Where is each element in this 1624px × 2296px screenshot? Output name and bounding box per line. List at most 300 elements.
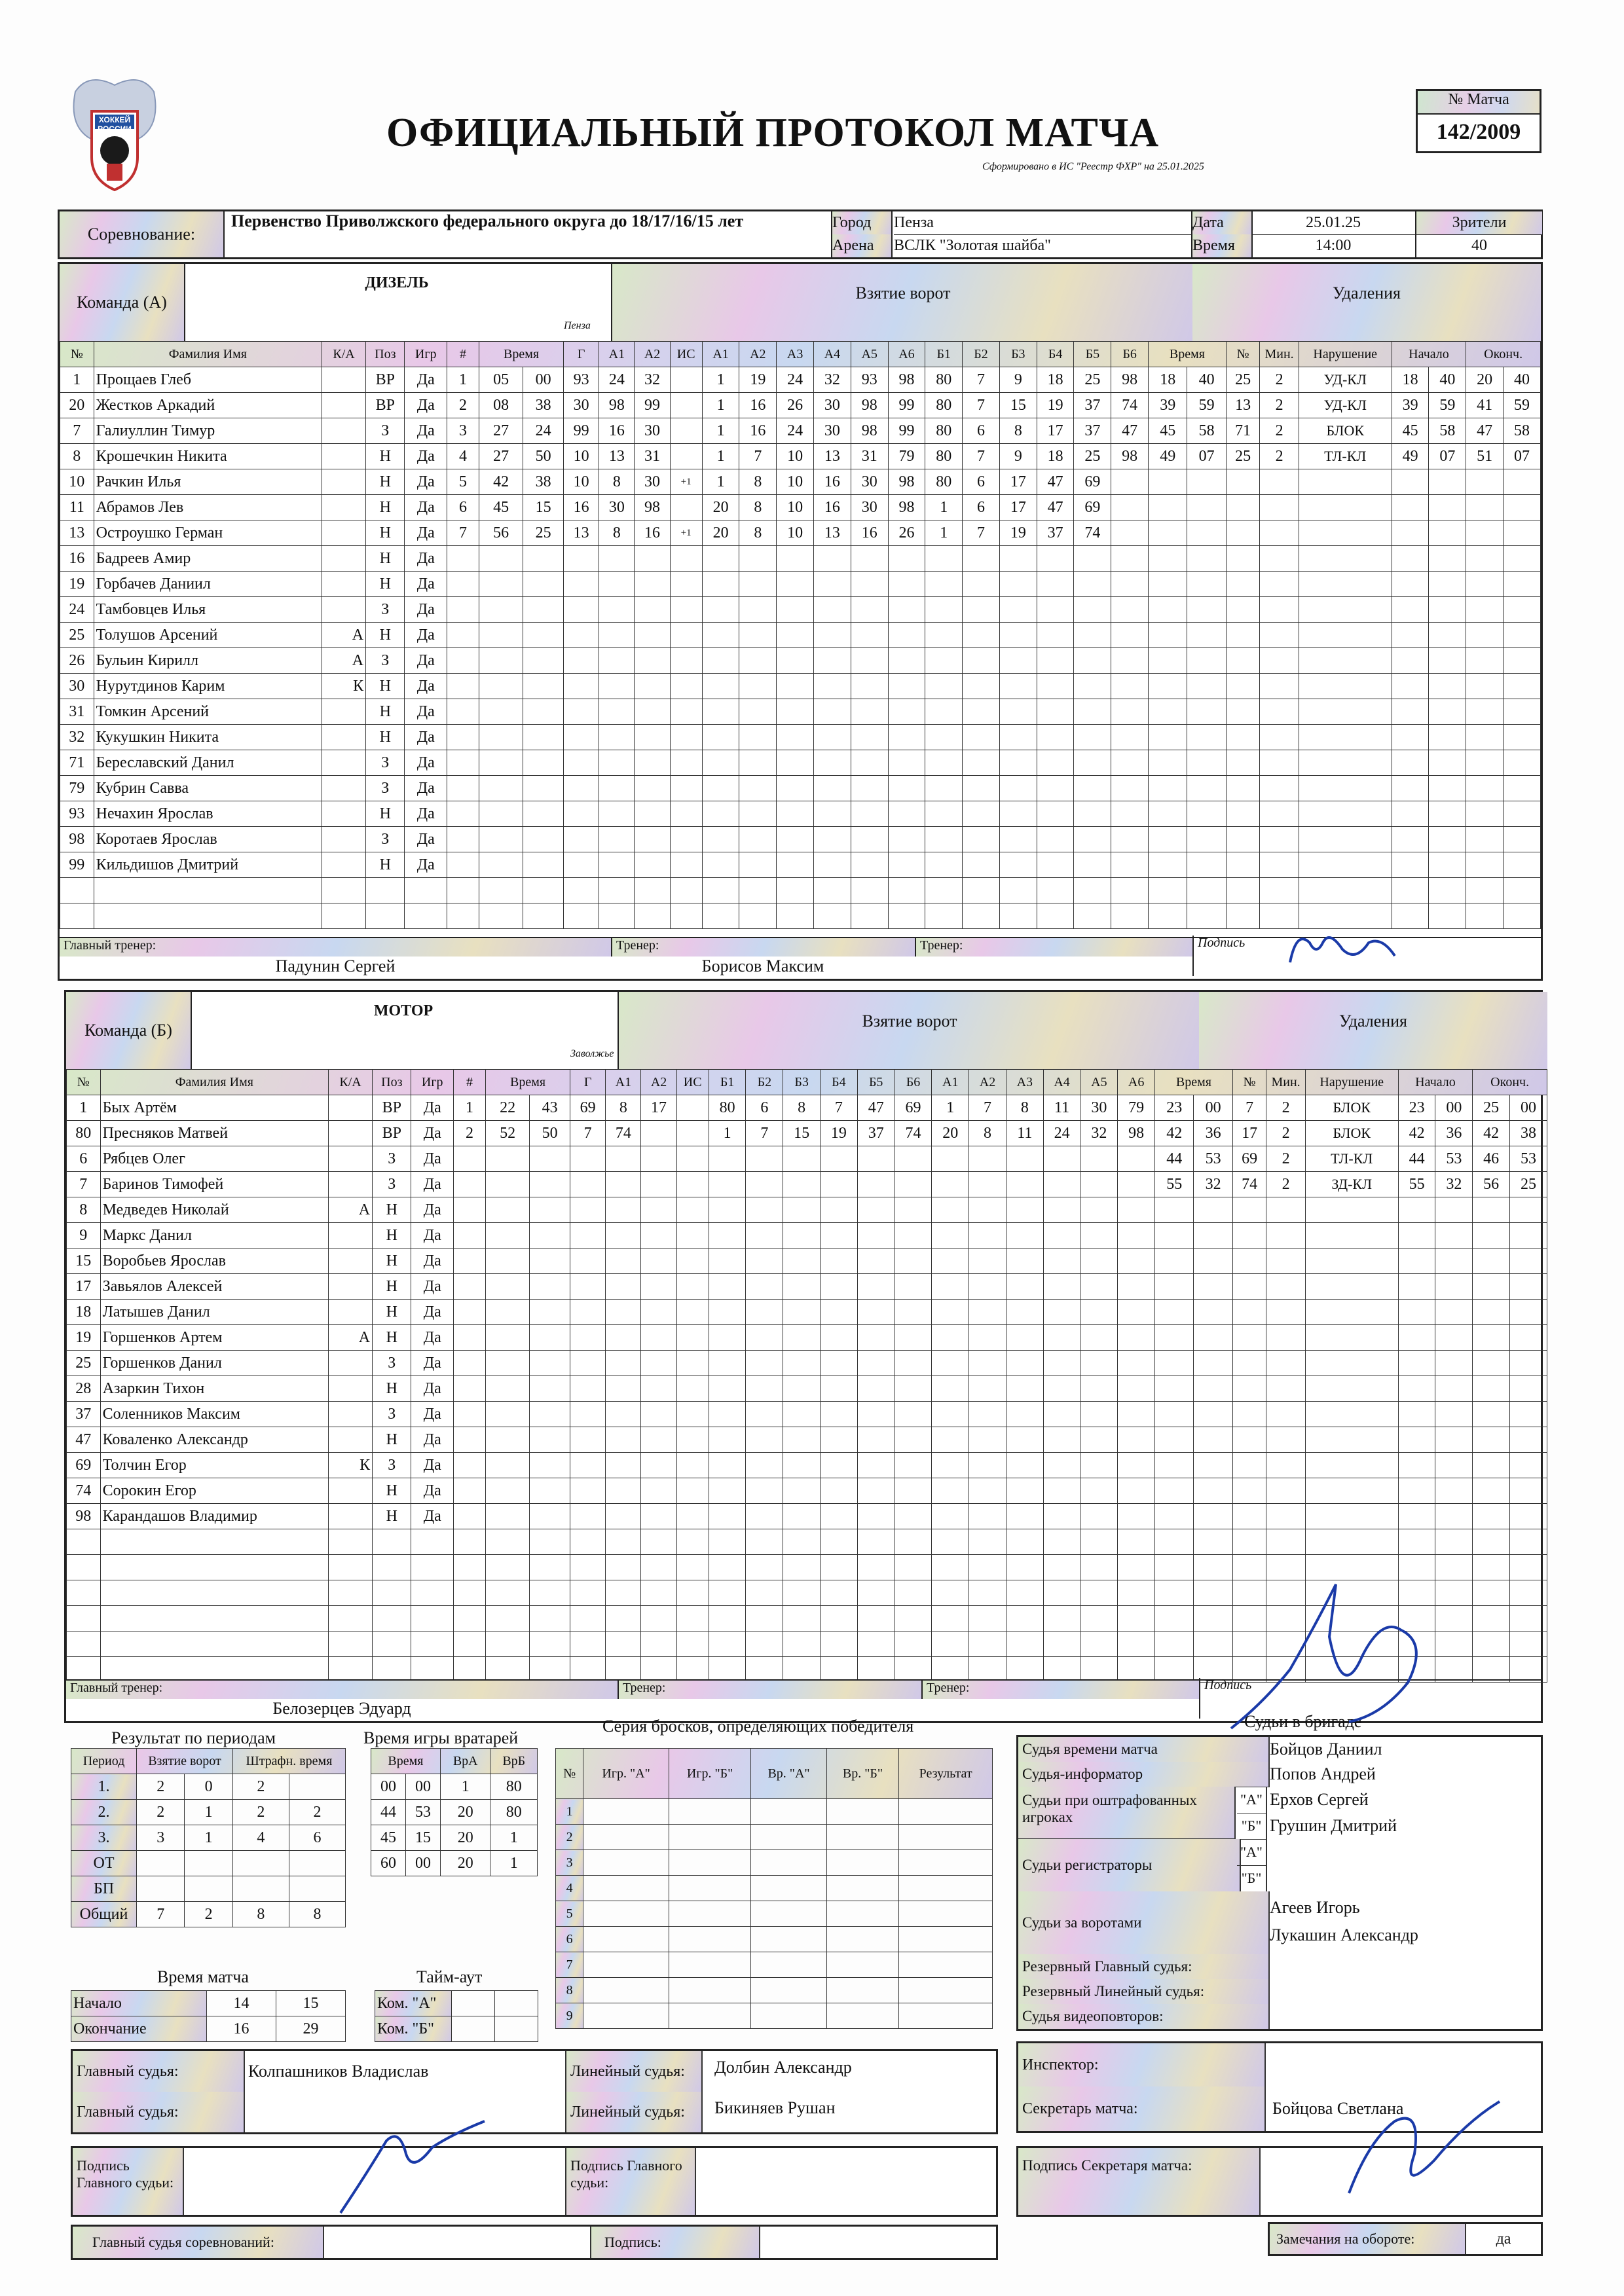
goal-cell bbox=[777, 750, 814, 776]
penalty-cell: 07 bbox=[1504, 444, 1541, 469]
goal-cell: 05 bbox=[479, 367, 523, 393]
goal-cell bbox=[676, 1478, 709, 1504]
goal-cell bbox=[564, 878, 599, 903]
penalty-cell bbox=[1155, 1657, 1194, 1683]
penalty-cell bbox=[1429, 827, 1466, 852]
goal-cell bbox=[963, 801, 1000, 827]
penalty-cell bbox=[1194, 1325, 1232, 1351]
penalty-cell bbox=[1299, 674, 1392, 699]
goal-cell bbox=[1111, 852, 1149, 878]
penalty-cell: 58 bbox=[1187, 418, 1226, 444]
goal-cell bbox=[739, 903, 777, 929]
player-pos: З bbox=[373, 1172, 411, 1197]
reserve-line-label: Резервный Линейный судья: bbox=[1018, 1979, 1270, 2005]
player-pl: Да bbox=[405, 444, 447, 469]
goal-cell bbox=[641, 1529, 676, 1555]
goal-cell bbox=[888, 852, 925, 878]
shootout-cell bbox=[751, 1927, 826, 1952]
goal-cell bbox=[454, 1478, 486, 1504]
team_a-h-off: Б4 bbox=[1037, 342, 1074, 367]
period-cell bbox=[289, 1774, 345, 1800]
team_a-pen-title: Удаления bbox=[1192, 264, 1541, 341]
goal-cell bbox=[895, 1555, 932, 1580]
penalty-cell: 49 bbox=[1392, 444, 1429, 469]
period-cell: 3. bbox=[71, 1825, 137, 1851]
penalty-cell bbox=[1504, 597, 1541, 623]
goal-cell bbox=[709, 1657, 746, 1683]
period-row bbox=[71, 1774, 346, 1800]
goal-cell: 16 bbox=[739, 393, 777, 418]
penalty-cell bbox=[1299, 725, 1392, 750]
penalty-cell bbox=[1305, 1504, 1398, 1529]
period-cell bbox=[185, 1851, 232, 1876]
goal-cell bbox=[821, 1223, 858, 1248]
goalie-cell: 45 bbox=[371, 1825, 406, 1851]
team_b-h-g_a2: А2 bbox=[641, 1070, 676, 1095]
penalty-cell bbox=[1232, 1248, 1266, 1274]
goal-cell: 7 bbox=[969, 1095, 1006, 1121]
player-name bbox=[100, 1631, 328, 1657]
goal-cell bbox=[606, 1300, 641, 1325]
goal-cell: 80 bbox=[925, 469, 963, 495]
goal-cell bbox=[641, 1606, 676, 1631]
player-pl: Да bbox=[411, 1121, 454, 1146]
goal-cell bbox=[530, 1580, 570, 1606]
goal-cell bbox=[702, 597, 739, 623]
goal-cell: 98 bbox=[851, 393, 888, 418]
line-referee-label-1: Линейный судья: bbox=[565, 2051, 703, 2092]
goal-cell bbox=[1074, 725, 1111, 750]
team_a-h-on: А4 bbox=[814, 342, 851, 367]
penalty-cell bbox=[1392, 699, 1429, 725]
player-name: Прощаев Глеб bbox=[94, 367, 322, 393]
team_b-h-on: Б2 bbox=[746, 1070, 783, 1095]
penalty-cell bbox=[1299, 827, 1392, 852]
penalty-cell bbox=[1473, 1325, 1510, 1351]
team_a-h-g_a2: А2 bbox=[635, 342, 670, 367]
goal-cell bbox=[821, 1606, 858, 1631]
penalty-cell bbox=[1299, 750, 1392, 776]
goal-cell bbox=[783, 1325, 821, 1351]
goal-cell bbox=[969, 1146, 1006, 1172]
shootout-cell bbox=[899, 1876, 993, 1901]
goal-cell bbox=[895, 1606, 932, 1631]
player-name: Остроушко Герман bbox=[94, 520, 322, 546]
spectators: 40 bbox=[1415, 234, 1542, 257]
goal-cell: 10 bbox=[777, 469, 814, 495]
goal-cell bbox=[1111, 674, 1149, 699]
remarks-label: Замечания на обороте: bbox=[1270, 2224, 1466, 2254]
sign-main-label-2: Подпись Главного судьи: bbox=[565, 2148, 696, 2215]
player-n: 6 bbox=[67, 1146, 101, 1172]
goal-cell bbox=[564, 648, 599, 674]
player-name: Баринов Тимофей bbox=[100, 1172, 328, 1197]
penalty-cell bbox=[1187, 903, 1226, 929]
penalty-cell bbox=[1299, 878, 1392, 903]
goal-cell bbox=[454, 1274, 486, 1300]
table-row bbox=[60, 623, 1541, 648]
penalty-cell bbox=[1392, 878, 1429, 903]
goal-cell bbox=[895, 1146, 932, 1172]
penalty-cell bbox=[1504, 648, 1541, 674]
player-n bbox=[60, 903, 94, 929]
goal-cell bbox=[523, 572, 564, 597]
penalty-cell: 47 bbox=[1466, 418, 1504, 444]
penalty-cell: УД-КЛ bbox=[1299, 367, 1392, 393]
goal-cell: 52 bbox=[486, 1121, 530, 1146]
penalty-cell bbox=[1187, 801, 1226, 827]
goal-cell bbox=[530, 1197, 570, 1223]
goal-cell bbox=[1118, 1223, 1155, 1248]
goal-cell bbox=[676, 1453, 709, 1478]
penalty-cell bbox=[1473, 1402, 1510, 1427]
goal-cell bbox=[641, 1121, 676, 1146]
team_a-head-coach: Падунин Сергей bbox=[275, 957, 396, 975]
goal-cell bbox=[670, 878, 702, 903]
player-ka bbox=[322, 546, 366, 572]
player-name: Береславский Данил bbox=[94, 750, 322, 776]
goal-cell: 7 bbox=[963, 393, 1000, 418]
goal-cell: 6 bbox=[963, 418, 1000, 444]
period-cell: 2 bbox=[185, 1902, 232, 1927]
goal-cell bbox=[746, 1376, 783, 1402]
penalty-cell bbox=[1266, 1325, 1305, 1351]
goal-cell bbox=[851, 572, 888, 597]
goal-cell bbox=[1006, 1223, 1043, 1248]
table-row bbox=[67, 1095, 1547, 1121]
goal-cell: 99 bbox=[888, 418, 925, 444]
goal-cell bbox=[963, 572, 1000, 597]
goal-cell bbox=[447, 852, 479, 878]
goal-cell bbox=[777, 801, 814, 827]
goal-cell: 08 bbox=[479, 393, 523, 418]
player-pos: ВР bbox=[373, 1095, 411, 1121]
goal-cell bbox=[670, 648, 702, 674]
table-row bbox=[60, 444, 1541, 469]
goal-cell: 16 bbox=[814, 469, 851, 495]
goal-cell bbox=[851, 852, 888, 878]
player-n: 18 bbox=[67, 1300, 101, 1325]
team_b-city: Заволжье bbox=[570, 1048, 614, 1059]
goal-cell bbox=[857, 1529, 895, 1555]
goal-cell: 80 bbox=[925, 367, 963, 393]
penalty-cell bbox=[1155, 1427, 1194, 1453]
goalie-cell: 20 bbox=[440, 1825, 490, 1851]
goal-cell bbox=[1118, 1274, 1155, 1300]
penalty-cell bbox=[1510, 1300, 1547, 1325]
shootout-cell bbox=[899, 1952, 993, 1978]
goal-cell bbox=[1080, 1657, 1118, 1683]
goal-cell: 74 bbox=[1074, 520, 1111, 546]
goal-cell bbox=[783, 1248, 821, 1274]
shootout-row bbox=[556, 1978, 993, 2003]
goal-cell bbox=[932, 1248, 969, 1274]
goal-cell: 19 bbox=[739, 367, 777, 393]
goal-cell: 7 bbox=[963, 520, 1000, 546]
goal-cell bbox=[857, 1631, 895, 1657]
penalty-cell bbox=[1232, 1453, 1266, 1478]
period-cell: БП bbox=[71, 1876, 137, 1902]
goal-cell bbox=[1043, 1197, 1080, 1223]
goal-cell bbox=[895, 1274, 932, 1300]
goal-cell: 43 bbox=[530, 1095, 570, 1121]
goalie-cell: 20 bbox=[440, 1851, 490, 1876]
goal-cell: 69 bbox=[895, 1095, 932, 1121]
penalty-cell bbox=[1429, 699, 1466, 725]
table-row bbox=[67, 1248, 1547, 1274]
goal-cell bbox=[606, 1274, 641, 1300]
goal-cell: 98 bbox=[888, 469, 925, 495]
goal-cell bbox=[857, 1274, 895, 1300]
goal-cell: 5 bbox=[447, 469, 479, 495]
goal-cell bbox=[670, 444, 702, 469]
goal-cell bbox=[1118, 1631, 1155, 1657]
goal-cell bbox=[599, 546, 635, 572]
penalty-cell bbox=[1155, 1325, 1194, 1351]
goal-cell bbox=[895, 1325, 932, 1351]
goal-cell bbox=[1080, 1555, 1118, 1580]
goal-cell bbox=[777, 776, 814, 801]
goal-cell: 69 bbox=[1074, 469, 1111, 495]
goal-cell bbox=[670, 801, 702, 827]
goal-cell bbox=[523, 776, 564, 801]
goal-cell bbox=[857, 1146, 895, 1172]
goal-cell bbox=[599, 903, 635, 929]
goal-cell bbox=[670, 903, 702, 929]
goal-cell: 11 bbox=[1043, 1095, 1080, 1121]
goal-cell bbox=[486, 1146, 530, 1172]
player-ka bbox=[329, 1300, 373, 1325]
penalty-cell bbox=[1435, 1300, 1473, 1325]
goal-cell bbox=[523, 852, 564, 878]
penalty-cell bbox=[1305, 1402, 1398, 1427]
player-pl bbox=[411, 1657, 454, 1683]
team_b-h-off: А5 bbox=[1080, 1070, 1118, 1095]
goal-cell bbox=[1074, 572, 1111, 597]
goal-cell bbox=[1037, 903, 1074, 929]
goal-cell bbox=[702, 878, 739, 903]
goal-cell bbox=[746, 1248, 783, 1274]
penalty-cell bbox=[1435, 1504, 1473, 1529]
goal-cell: 18 bbox=[1037, 444, 1074, 469]
penalty-cell bbox=[1510, 1248, 1547, 1274]
player-name: Соленников Максим bbox=[100, 1402, 328, 1427]
goal-cell bbox=[1043, 1300, 1080, 1325]
goal-cell bbox=[1080, 1376, 1118, 1402]
penalty-cell bbox=[1155, 1376, 1194, 1402]
penalty-cell bbox=[1466, 546, 1504, 572]
goal-cell bbox=[564, 801, 599, 827]
goal-cell bbox=[895, 1453, 932, 1478]
goal-cell bbox=[851, 597, 888, 623]
goal-cell bbox=[454, 1197, 486, 1223]
player-pl: Да bbox=[405, 674, 447, 699]
penalty-cell bbox=[1466, 699, 1504, 725]
goal-cell bbox=[739, 597, 777, 623]
player-pl: Да bbox=[411, 1146, 454, 1172]
generated-note: Сформировано в ИС "Реестр ФХР" на 25.01.2025 bbox=[982, 161, 1204, 172]
team_b-h-g_hash: # bbox=[454, 1070, 486, 1095]
penalty-cell bbox=[1435, 1351, 1473, 1376]
goal-cell bbox=[969, 1427, 1006, 1453]
period-cell: 2. bbox=[71, 1800, 137, 1825]
penalty-cell bbox=[1504, 750, 1541, 776]
penalty-cell bbox=[1266, 1529, 1305, 1555]
goal-cell: 38 bbox=[523, 393, 564, 418]
penalty-cell bbox=[1226, 546, 1260, 572]
player-name: Бых Артём bbox=[100, 1095, 328, 1121]
goal-cell bbox=[523, 674, 564, 699]
goal-cell bbox=[530, 1146, 570, 1172]
goal-cell bbox=[739, 725, 777, 750]
penalty-cell: ТЛ-КЛ bbox=[1305, 1146, 1398, 1172]
shootout-cell bbox=[826, 1978, 899, 2003]
goal-cell bbox=[888, 878, 925, 903]
goal-cell bbox=[963, 648, 1000, 674]
goal-cell bbox=[1074, 699, 1111, 725]
player-pl: Да bbox=[405, 801, 447, 827]
shootout-cell bbox=[826, 1799, 899, 1825]
goal-cell bbox=[1111, 776, 1149, 801]
goal-cell bbox=[670, 674, 702, 699]
goal-cell bbox=[857, 1453, 895, 1478]
goal-cell bbox=[821, 1555, 858, 1580]
player-pl: Да bbox=[405, 827, 447, 852]
secretary-signature bbox=[1323, 2062, 1519, 2219]
goal-cell bbox=[599, 648, 635, 674]
team_b-h-off: А1 bbox=[932, 1070, 969, 1095]
team_b-h-g_a1: А1 bbox=[606, 1070, 641, 1095]
player-name: Томкин Арсений bbox=[94, 699, 322, 725]
goal-cell bbox=[1080, 1631, 1118, 1657]
goal-cell bbox=[635, 648, 670, 674]
sign-secretary-label: Подпись Секретаря матча: bbox=[1018, 2148, 1261, 2215]
goal-cell bbox=[925, 750, 963, 776]
goal-cell: 25 bbox=[523, 520, 564, 546]
goal-cell bbox=[523, 725, 564, 750]
goal-cell: 24 bbox=[599, 367, 635, 393]
player-pl: Да bbox=[405, 648, 447, 674]
player-ka bbox=[322, 725, 366, 750]
goal-cell: 8 bbox=[739, 495, 777, 520]
goal-cell: 6 bbox=[963, 469, 1000, 495]
goal-cell bbox=[851, 674, 888, 699]
shootout-cell bbox=[751, 1850, 826, 1876]
goal-cell bbox=[635, 597, 670, 623]
goal-cell bbox=[641, 1580, 676, 1606]
penalty-cell bbox=[1429, 520, 1466, 546]
player-name: Кукушкин Никита bbox=[94, 725, 322, 750]
period-cell: ОТ bbox=[71, 1851, 137, 1876]
goal-cell: 10 bbox=[777, 444, 814, 469]
penalty-cell bbox=[1466, 878, 1504, 903]
goal-cell bbox=[851, 827, 888, 852]
goal-cell bbox=[969, 1555, 1006, 1580]
goalies-h-b: ВрБ bbox=[490, 1749, 538, 1774]
goal-cell bbox=[709, 1580, 746, 1606]
penalty-cell bbox=[1187, 725, 1226, 750]
penalty-cell: 39 bbox=[1149, 393, 1187, 418]
team_b-h-off: А2 bbox=[969, 1070, 1006, 1095]
goal-cell bbox=[702, 903, 739, 929]
goal-cell bbox=[925, 852, 963, 878]
penalty-cell bbox=[1187, 699, 1226, 725]
player-pl: Да bbox=[411, 1325, 454, 1351]
goal-cell bbox=[709, 1402, 746, 1427]
goal-cell bbox=[783, 1606, 821, 1631]
goal-cell bbox=[1006, 1351, 1043, 1376]
goal-cell bbox=[1037, 776, 1074, 801]
penalty-cell bbox=[1398, 1325, 1435, 1351]
player-pos: Н bbox=[373, 1325, 411, 1351]
goal-cell bbox=[570, 1146, 606, 1172]
shootout-cell bbox=[899, 2003, 993, 2029]
goal-cell bbox=[783, 1146, 821, 1172]
shootout-num: 4 bbox=[556, 1876, 583, 1901]
goal-cell bbox=[851, 776, 888, 801]
goal-cell: 8 bbox=[783, 1095, 821, 1121]
goal-cell bbox=[709, 1478, 746, 1504]
penalty-cell: 20 bbox=[1466, 367, 1504, 393]
goal-cell bbox=[454, 1223, 486, 1248]
goal-cell bbox=[888, 801, 925, 827]
goal-cell bbox=[963, 597, 1000, 623]
goal-cell bbox=[1037, 725, 1074, 750]
goal-cell: 26 bbox=[777, 393, 814, 418]
goal-cell: 98 bbox=[599, 393, 635, 418]
player-n: 25 bbox=[60, 623, 94, 648]
goal-cell bbox=[783, 1580, 821, 1606]
goal-cell bbox=[1111, 725, 1149, 750]
player-ka bbox=[322, 444, 366, 469]
goal-cell bbox=[783, 1197, 821, 1223]
penalty-cell bbox=[1232, 1223, 1266, 1248]
goal-cell: 13 bbox=[814, 444, 851, 469]
goal-cell bbox=[599, 623, 635, 648]
goal-cell bbox=[530, 1529, 570, 1555]
goal-cell bbox=[746, 1300, 783, 1325]
goal-cell: 69 bbox=[570, 1095, 606, 1121]
penalty-cell bbox=[1226, 520, 1260, 546]
goal-cell: 6 bbox=[447, 495, 479, 520]
goal-cell bbox=[999, 699, 1037, 725]
period-cell bbox=[232, 1876, 289, 1902]
player-pos: Н bbox=[373, 1223, 411, 1248]
goal-cell bbox=[1111, 878, 1149, 903]
goal-cell bbox=[746, 1504, 783, 1529]
player-name: Крошечкин Никита bbox=[94, 444, 322, 469]
logo-text: ХОККЕЙ РОССИИ bbox=[98, 115, 132, 134]
goal-cell bbox=[454, 1580, 486, 1606]
penalty-cell bbox=[1155, 1478, 1194, 1504]
penalty-cell bbox=[1429, 648, 1466, 674]
goal-cell: 17 bbox=[1037, 418, 1074, 444]
goal-cell bbox=[486, 1631, 530, 1657]
player-n: 37 bbox=[67, 1402, 101, 1427]
goal-cell: 8 bbox=[606, 1095, 641, 1121]
penalty-cell bbox=[1510, 1529, 1547, 1555]
goal-cell: 6 bbox=[746, 1095, 783, 1121]
shootout-h: Игр. "А" bbox=[583, 1749, 669, 1799]
start-h: 14 bbox=[207, 1991, 276, 2016]
goal-cell bbox=[746, 1478, 783, 1504]
goal-cell bbox=[1037, 572, 1074, 597]
shootout-cell bbox=[669, 1876, 751, 1901]
penalty-cell: 51 bbox=[1466, 444, 1504, 469]
team_b-h-pos: Поз bbox=[373, 1070, 411, 1095]
goal-cell bbox=[814, 776, 851, 801]
penalty-cell bbox=[1155, 1223, 1194, 1248]
